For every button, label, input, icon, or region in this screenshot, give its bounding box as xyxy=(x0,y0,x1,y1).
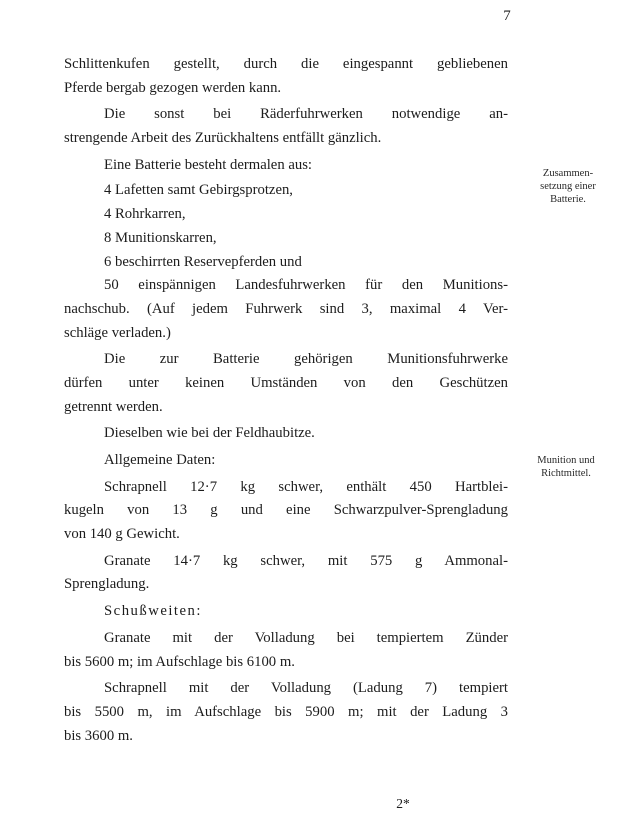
text-line: 6 beschirrten Reservepferden und xyxy=(104,253,302,270)
text-line: 50 einspännigen Landesfuhrwerken für den Munitions- xyxy=(104,277,508,294)
text-line: Schrapnell 12·7 kg schwer, enthält 450 Hartblei- xyxy=(104,478,508,495)
text-line: dürfen unter keinen Umständen von den Geschützen xyxy=(64,374,508,391)
text-line: 4 Rohrkarren, xyxy=(104,206,186,223)
text-line: Pferde bergab gezogen werden kann. xyxy=(64,79,282,96)
text-line: bis 3600 m. xyxy=(64,727,133,744)
text-line: Eine Batterie besteht dermalen aus: xyxy=(104,156,312,173)
text-line: bis 5500 m, im Aufschlage bis 5900 m; mit der Ladung 3 xyxy=(64,703,508,720)
text-line: nachschub. (Auf jedem Fuhrwerk sind 3, maximal 4 Ver- xyxy=(64,300,508,317)
signature-mark: 2* xyxy=(396,796,410,811)
text-line: Granate 14·7 kg schwer, mit 575 g Ammonal- xyxy=(104,552,508,569)
text-line: Sprengladung. xyxy=(64,576,150,593)
text-line: Allgemeine Daten: xyxy=(104,452,216,468)
margin-note-batterie xyxy=(520,167,616,206)
text-line: getrennt werden. xyxy=(64,398,163,415)
page-number: 7 xyxy=(503,8,511,24)
text-line: von 140 g Gewicht. xyxy=(64,526,180,543)
text-line: schläge verladen.) xyxy=(64,324,171,341)
text-line: Granate mit der Volladung bei tempiertem Zünder xyxy=(104,629,508,646)
margin-note-line: setzung einer xyxy=(540,181,596,192)
text-line: Die zur Batterie gehörigen Munitionsfuhrwerke xyxy=(104,351,508,368)
margin-note-munition xyxy=(518,454,614,480)
margin-note-line: Munition und xyxy=(537,455,595,466)
text-line: Schrapnell mit der Volladung (Ladung 7) tempiert xyxy=(104,680,508,697)
margin-note-line: Richtmittel. xyxy=(541,468,591,479)
text-line: Dieselben wie bei der Feldhaubitze. xyxy=(104,425,315,442)
text-line: Schußweiten: xyxy=(104,603,202,620)
text-line: 8 Munitionskarren, xyxy=(104,229,217,246)
margin-note-line: Zusammen- xyxy=(542,168,594,179)
text-line: Schlittenkufen gestellt, durch die eingespannt gebliebenen xyxy=(64,56,508,72)
body-text xyxy=(64,53,508,748)
text-line: 4 Lafetten samt Gebirgsprotzen, xyxy=(104,182,293,199)
text-line: bis 5600 m; im Aufschlage bis 6100 m. xyxy=(64,653,295,670)
text-line: strengende Arbeit des Zurückhaltens entfällt gänzlich. xyxy=(64,130,382,147)
margin-note-line: Batterie. xyxy=(550,194,586,205)
text-line: Die sonst bei Räderfuhrwerken notwendige an- xyxy=(104,106,508,123)
text-line: kugeln von 13 g und eine Schwarzpulver-Sprengladung xyxy=(64,502,508,519)
